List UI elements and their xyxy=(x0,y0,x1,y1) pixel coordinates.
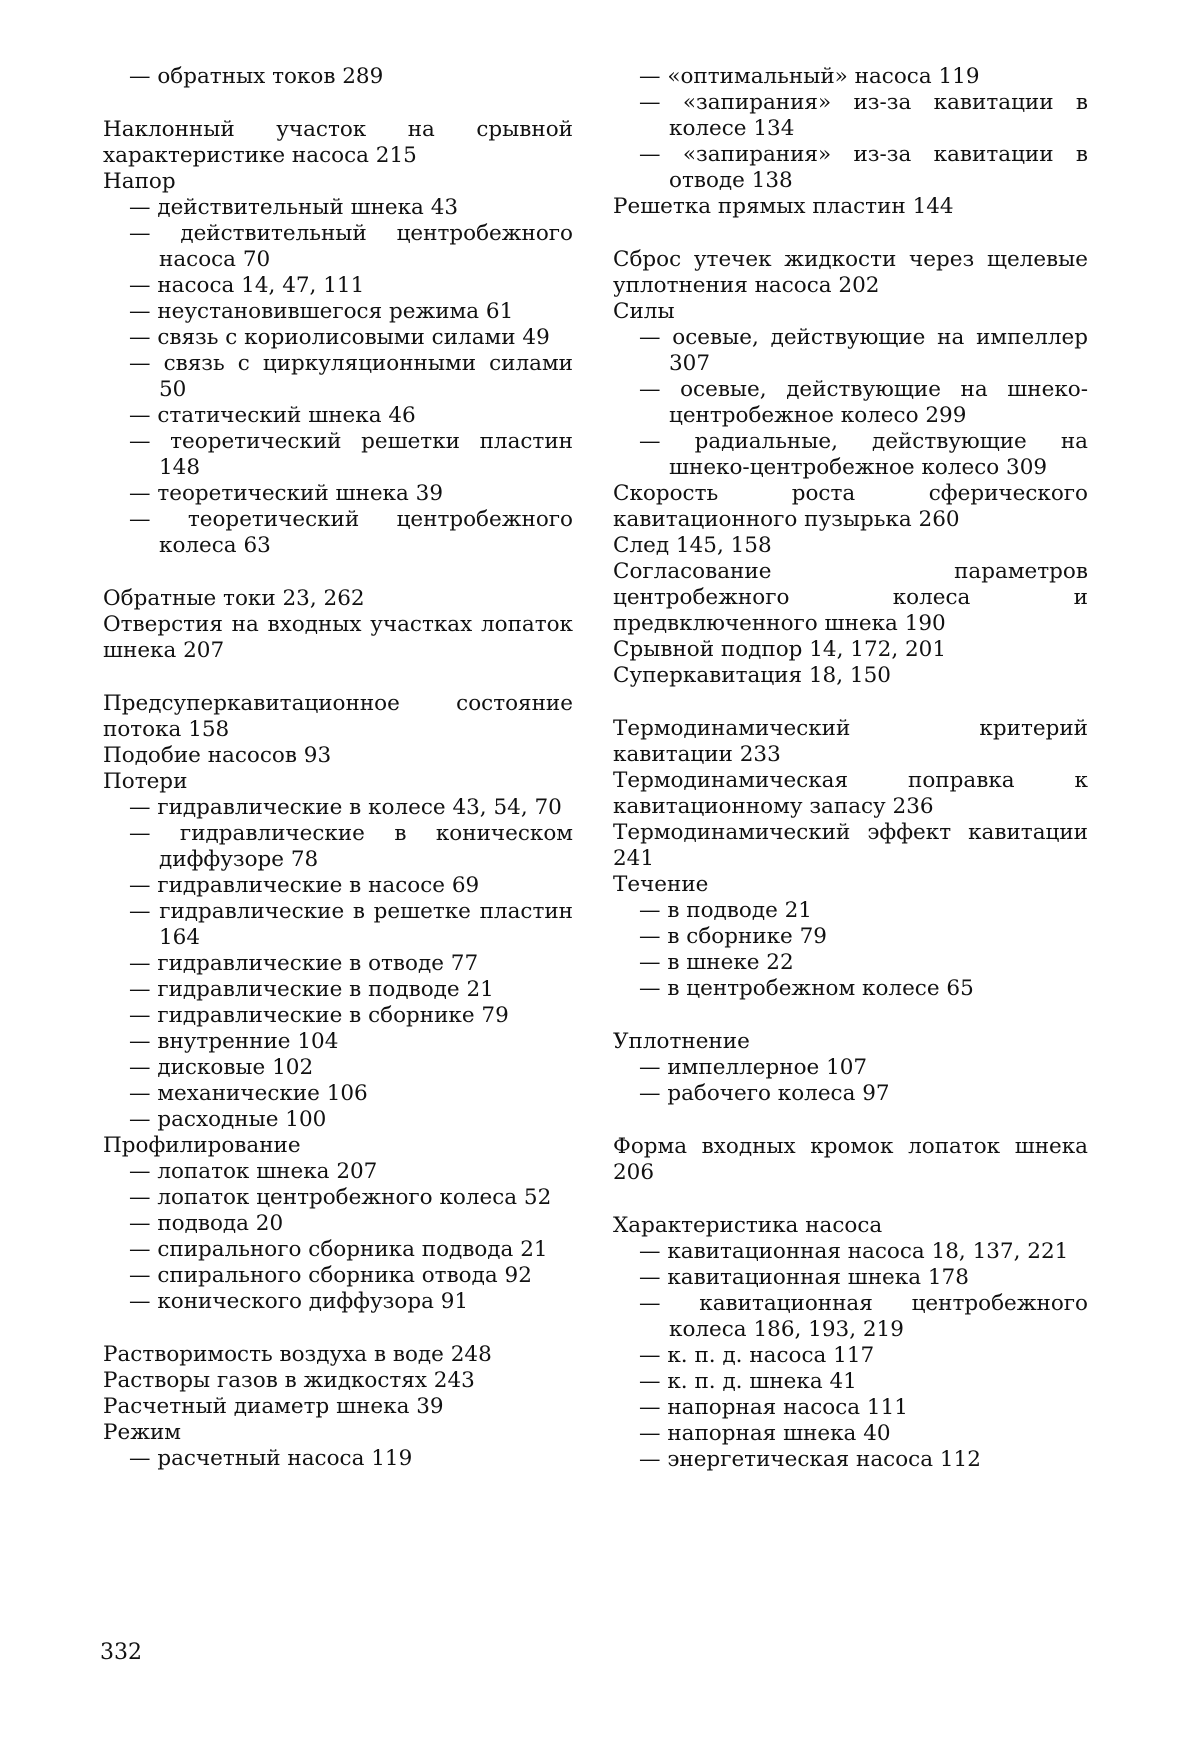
index-subentry: — расходные 100 xyxy=(129,1107,327,1132)
index-subentry: — рабочего колеса 97 xyxy=(639,1081,890,1106)
index-subentry: — насоса 14, 47, 111 xyxy=(129,273,365,298)
index-subentry: — напорная насоса 111 xyxy=(639,1395,908,1420)
index-subentry: — в подводе 21 xyxy=(639,898,812,923)
index-subentry: — связь с кориолисовыми силами 49 xyxy=(129,325,550,350)
index-subentry: — спирального сборника отвода 92 xyxy=(129,1263,532,1288)
index-subentry: — спирального сборника подвода 21 xyxy=(129,1237,548,1262)
index-entry: Течение xyxy=(613,872,709,897)
index-subentry: — расчетный насоса 119 xyxy=(129,1446,413,1471)
index-entry: Подобие насосов 93 xyxy=(103,743,332,768)
index-subentry: — статический шнека 46 xyxy=(129,403,416,428)
index-entry: След 145, 158 xyxy=(613,533,772,558)
index-entry: Отверстия на входных участках лопаток шнека 207 xyxy=(103,612,573,663)
index-subentry: — лопаток шнека 207 xyxy=(129,1159,378,1184)
index-subentry: — гидравлические в сборнике 79 xyxy=(129,1003,509,1028)
index-subentry: — дисковые 102 xyxy=(129,1055,314,1080)
index-entry: Срывной подпор 14, 172, 201 xyxy=(613,637,947,662)
index-entry: Суперкавитация 18, 150 xyxy=(613,663,891,688)
index-entry: Режим xyxy=(103,1420,182,1445)
index-subentry: — теоретический шнека 39 xyxy=(129,481,444,506)
index-entry: Обратные токи 23, 262 xyxy=(103,586,365,611)
index-entry: Скорость роста сферического кавитационного пузырька 260 xyxy=(613,481,1088,532)
index-subentry: — внутренние 104 xyxy=(129,1029,339,1054)
index-entry: Наклонный участок на срывной характеристике насоса 215 xyxy=(103,117,573,168)
index-subentry: — «оптимальный» насоса 119 xyxy=(639,64,980,89)
index-subentry: — радиальные, действующие на шнеко-центробежное колесо 309 xyxy=(639,429,1088,480)
index-entry: Расчетный диаметр шнека 39 xyxy=(103,1394,444,1419)
index-subentry: — в сборнике 79 xyxy=(639,924,827,949)
index-subentry: — гидравлические в подводе 21 xyxy=(129,977,494,1002)
index-subentry: — кавитационная насоса 18, 137, 221 xyxy=(639,1239,1069,1264)
index-entry: Силы xyxy=(613,299,675,324)
index-subentry: — теоретический центробежного колеса 63 xyxy=(129,507,573,558)
page-number: 332 xyxy=(100,1640,142,1665)
index-subentry: — гидравлические в решетке пластин 164 xyxy=(129,899,573,950)
index-entry: Решетка прямых пластин 144 xyxy=(613,194,954,219)
index-entry: Термодинамический эффект кавитации 241 xyxy=(613,820,1088,871)
index-entry: Форма входных кромок лопаток шнека 206 xyxy=(613,1134,1088,1185)
index-subentry: — гидравлические в колесе 43, 54, 70 xyxy=(129,795,562,820)
index-subentry: — действительный шнека 43 xyxy=(129,195,459,220)
index-entry: Сброс утечек жидкости через щелевые уплотнения насоса 202 xyxy=(613,247,1088,298)
index-subentry: — неустановившегося режима 61 xyxy=(129,299,514,324)
index-subentry: — кавитационная центробежного колеса 186, 193, 219 xyxy=(639,1291,1088,1342)
index-entry: Согласование параметров центробежного колеса и предвключенного шнека 190 xyxy=(613,559,1088,636)
index-subentry: — гидравлические в отводе 77 xyxy=(129,951,479,976)
index-subentry: — кавитационная шнека 178 xyxy=(639,1265,969,1290)
index-subentry: — «запирания» из-за кавитации в колесе 134 xyxy=(639,90,1088,141)
index-subentry: — в шнеке 22 xyxy=(639,950,794,975)
index-entry: Растворы газов в жидкостях 243 xyxy=(103,1368,475,1393)
index-subentry: — лопаток центробежного колеса 52 xyxy=(129,1185,552,1210)
index-entry: Предсуперкавитационное состояние потока 158 xyxy=(103,691,573,742)
index-entry: Термодинамическая поправка к кавитационному запасу 236 xyxy=(613,768,1088,819)
index-subentry: — осевые, действующие на шнеко-центробежное колесо 299 xyxy=(639,377,1088,428)
index-entry: Растворимость воздуха в воде 248 xyxy=(103,1342,492,1367)
index-column-right xyxy=(613,64,1088,1473)
index-subentry: — подвода 20 xyxy=(129,1211,284,1236)
index-entry: Профилирование xyxy=(103,1133,301,1158)
index-entry: Термодинамический критерий кавитации 233 xyxy=(613,716,1088,767)
index-subentry: — в центробежном колесе 65 xyxy=(639,976,974,1001)
index-subentry: — импеллерное 107 xyxy=(639,1055,868,1080)
index-column-left xyxy=(103,64,573,1472)
index-entry: Характеристика насоса xyxy=(613,1213,883,1238)
index-subentry: — энергетическая насоса 112 xyxy=(639,1447,981,1472)
index-entry: Уплотнение xyxy=(613,1029,750,1054)
index-subentry: — обратных токов 289 xyxy=(129,64,384,89)
index-subentry: — к. п. д. насоса 117 xyxy=(639,1343,875,1368)
index-subentry: — гидравлические в коническом диффузоре 78 xyxy=(129,821,573,872)
index-subentry: — осевые, действующие на импеллер 307 xyxy=(639,325,1088,376)
index-subentry: — «запирания» из-за кавитации в отводе 138 xyxy=(639,142,1088,193)
index-subentry: — связь с циркуляционными силами 50 xyxy=(129,351,573,402)
index-subentry: — к. п. д. шнека 41 xyxy=(639,1369,857,1394)
index-subentry: — гидравлические в насосе 69 xyxy=(129,873,480,898)
index-subentry: — действительный центробежного насоса 70 xyxy=(129,221,573,272)
index-subentry: — конического диффузора 91 xyxy=(129,1289,469,1314)
index-entry: Потери xyxy=(103,769,188,794)
index-subentry: — теоретический решетки пластин 148 xyxy=(129,429,573,480)
index-subentry: — напорная шнека 40 xyxy=(639,1421,891,1446)
index-entry: Напор xyxy=(103,169,176,194)
index-subentry: — механические 106 xyxy=(129,1081,368,1106)
